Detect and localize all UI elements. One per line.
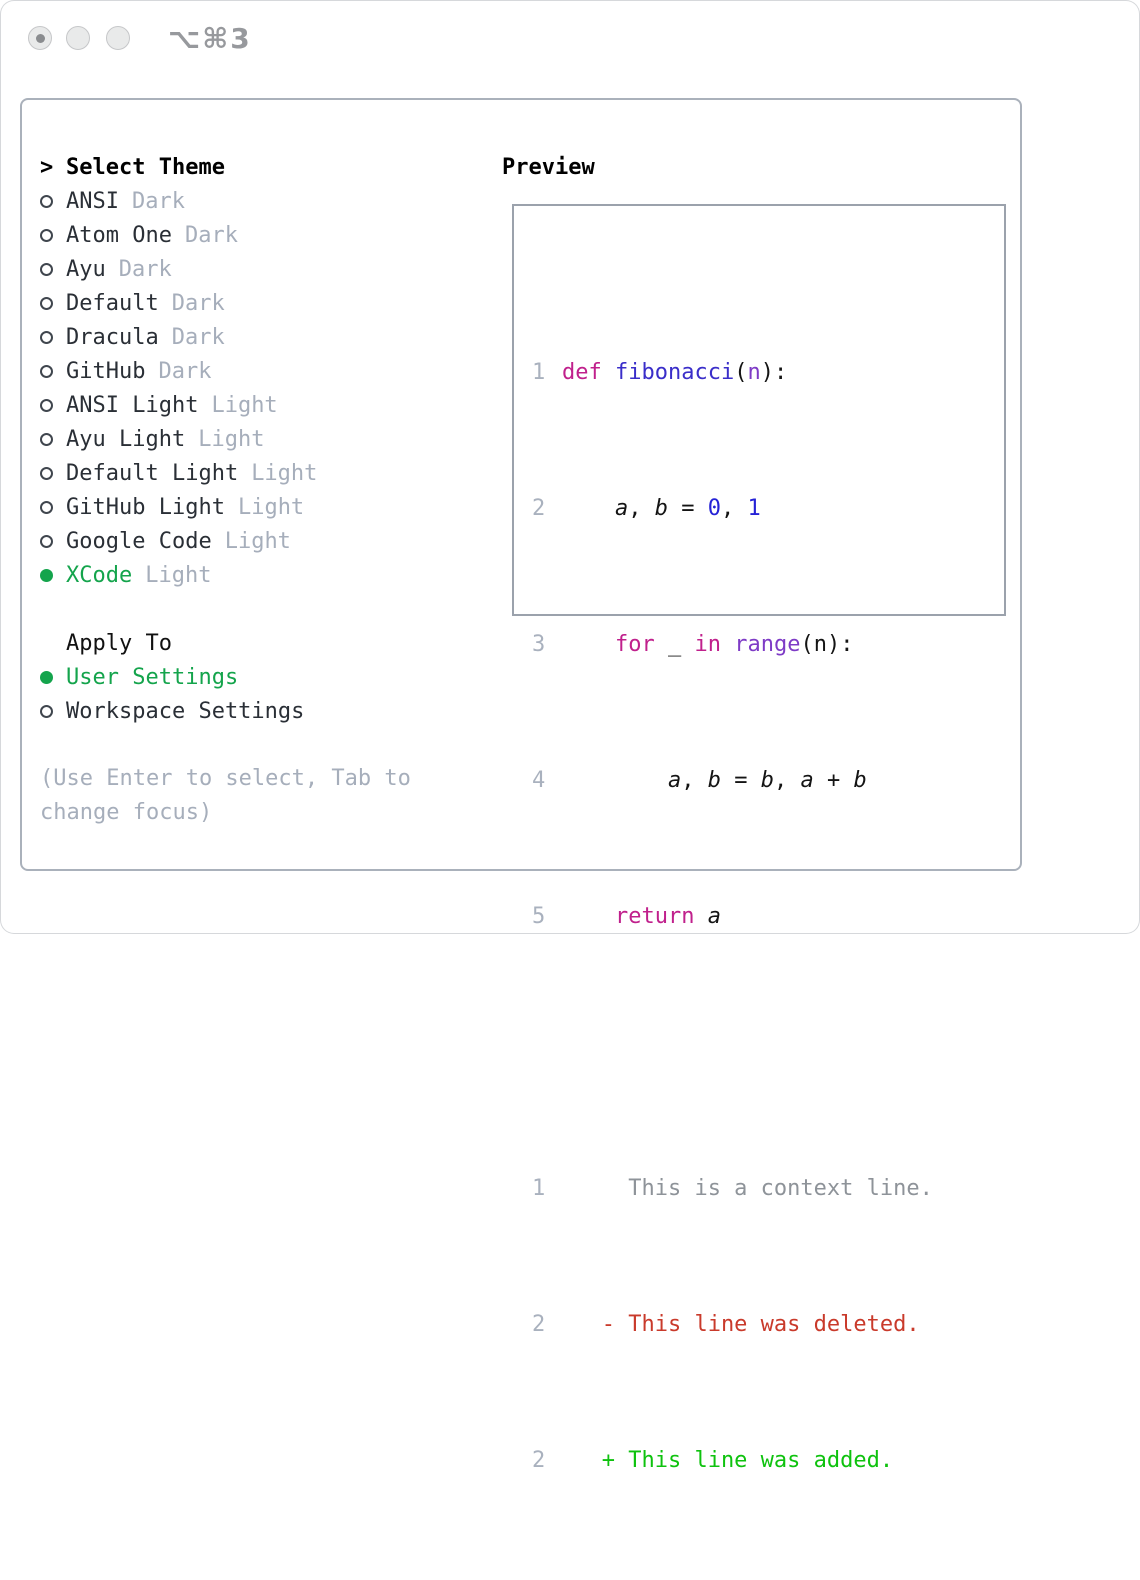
radio-icon: [40, 365, 53, 378]
code-token: (n):: [800, 632, 854, 657]
theme-option-google-code-light[interactable]: Google Code Light: [40, 524, 440, 558]
select-theme-heading: [40, 150, 440, 184]
diff-added-line: [532, 1444, 933, 1478]
code-token: ,: [628, 496, 655, 521]
code-token: [694, 904, 707, 929]
code-token: ,: [681, 768, 708, 793]
code-token: return: [614, 904, 695, 929]
theme-option-ansi-dark[interactable]: ANSI Dark: [40, 184, 440, 218]
code-token: a: [800, 768, 814, 793]
radio-icon: [40, 433, 53, 446]
code-token: fibonacci: [615, 360, 735, 385]
diff-context-line: [532, 1172, 933, 1206]
code-token: (: [734, 360, 748, 385]
keyboard-shortcut-label: ⌥⌘3: [168, 22, 252, 55]
radio-icon: [40, 297, 53, 310]
code-token: a: [667, 768, 682, 793]
theme-option-github-dark[interactable]: GitHub Dark: [40, 354, 440, 388]
traffic-light-close-button[interactable]: [28, 26, 52, 50]
theme-option-xcode-light[interactable]: XCode Light: [40, 558, 440, 592]
code-line: [532, 492, 933, 526]
diff-added-text: + This line was added.: [562, 1448, 894, 1473]
preview-code-box: [512, 204, 1006, 1473]
code-token: ):: [760, 360, 788, 385]
theme-list: [40, 150, 440, 830]
code-token: n: [747, 360, 761, 385]
code-token: b: [853, 768, 867, 793]
radio-icon: [40, 195, 53, 208]
code-token: def: [562, 360, 602, 385]
radio-selected-icon: [40, 569, 53, 582]
apply-to-heading: Apply To: [66, 630, 172, 656]
theme-option-ayu-light[interactable]: Ayu Light Light: [40, 422, 440, 456]
line-number: 2: [532, 496, 546, 521]
select-theme-title: Select Theme: [66, 154, 225, 180]
theme-selector-panel: [20, 98, 1022, 1473]
radio-icon: [40, 229, 53, 242]
code-token: ,: [773, 768, 801, 793]
keyboard-hint-text: (Use Enter to select, Tab to change focus): [40, 766, 411, 825]
code-token: _: [654, 632, 695, 657]
radio-icon: [40, 331, 53, 344]
code-token: range: [734, 632, 801, 657]
line-number: 4: [532, 768, 546, 793]
code-line: [532, 628, 933, 662]
traffic-light-zoom-button[interactable]: [106, 26, 130, 50]
traffic-light-dot-icon: [36, 34, 45, 43]
code-token: =: [720, 768, 761, 793]
code-token: b: [707, 768, 721, 793]
code-token: ,: [720, 496, 748, 521]
code-token: [602, 360, 615, 385]
code-token: [562, 904, 615, 929]
radio-selected-icon: [40, 671, 53, 684]
diff-context-text: This is a context line.: [562, 1176, 933, 1201]
code-token: [562, 632, 615, 657]
theme-option-atom-one-dark[interactable]: Atom One Dark: [40, 218, 440, 252]
cursor-chevron-icon: >: [40, 154, 54, 180]
code-token: 0: [707, 496, 721, 521]
code-token: b: [654, 496, 668, 521]
code-token: a: [614, 496, 629, 521]
code-token: a: [707, 904, 721, 929]
radio-icon: [40, 501, 53, 514]
radio-icon: [40, 467, 53, 480]
apply-option-user-settings[interactable]: User Settings: [40, 660, 440, 694]
traffic-light-minimize-button[interactable]: [66, 26, 90, 50]
code-token: [721, 632, 734, 657]
line-number: 1: [532, 1176, 546, 1201]
line-number: 1: [532, 360, 546, 385]
code-token: [562, 768, 668, 793]
radio-icon: [40, 535, 53, 548]
code-token: b: [760, 768, 774, 793]
preview-heading: Preview: [502, 154, 595, 180]
line-number: 3: [532, 632, 546, 657]
line-number: 2: [532, 1312, 546, 1337]
code-line: [532, 900, 933, 934]
code-token: in: [694, 632, 721, 657]
apply-option-workspace-settings[interactable]: Workspace Settings: [40, 694, 440, 728]
radio-icon: [40, 399, 53, 412]
spacer: [40, 592, 440, 626]
theme-option-default-light[interactable]: Default Light Light: [40, 456, 440, 490]
code-token: [562, 496, 615, 521]
theme-option-default-dark[interactable]: Default Dark: [40, 286, 440, 320]
blank-line: [532, 1036, 933, 1070]
code-line: [532, 764, 933, 798]
radio-icon: [40, 705, 53, 718]
code-line: [532, 356, 933, 390]
spacer: [40, 728, 440, 762]
radio-icon: [40, 263, 53, 276]
code-token: +: [813, 768, 854, 793]
diff-deleted-line: [532, 1308, 933, 1342]
diff-deleted-text: - This line was deleted.: [562, 1312, 920, 1337]
theme-option-ansi-light[interactable]: ANSI Light Light: [40, 388, 440, 422]
theme-option-github-light[interactable]: GitHub Light Light: [40, 490, 440, 524]
code-token: 1: [747, 496, 761, 521]
code-preview: [532, 254, 933, 1580]
code-token: for: [614, 632, 655, 657]
line-number: 5: [532, 904, 546, 929]
line-number: 2: [532, 1448, 546, 1473]
theme-option-dracula-dark[interactable]: Dracula Dark: [40, 320, 440, 354]
theme-option-ayu-dark[interactable]: Ayu Dark: [40, 252, 440, 286]
code-token: =: [667, 496, 708, 521]
